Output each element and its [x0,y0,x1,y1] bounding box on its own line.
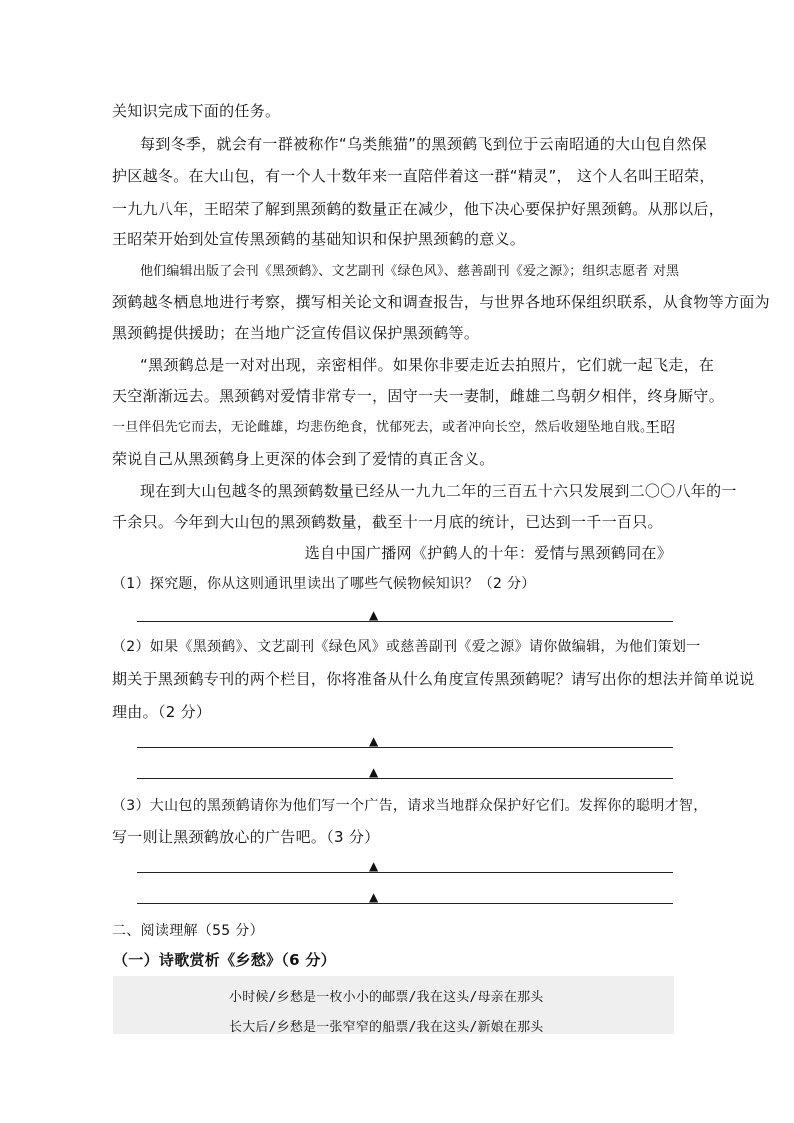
intro-line: 关知识完成下面的任务。 [112,102,281,120]
paragraph-3-line: 一旦伴侣先它而去，无论雌雄，均悲伤绝食，忧郁死去，或者冲向长空，然后收翅坠地自戕。” [112,420,654,435]
answer-marker: ▲ [369,765,379,779]
answer-marker: ▲ [369,859,379,873]
answer-marker: ▲ [369,608,379,622]
question-2-line: （2）如果《黑颈鹤》、文艺副刊《绿色风》或慈善副刊《爱之源》请你做编辑，为他们策划一 [112,639,701,655]
paragraph-2-line: 颈鹤越冬栖息地进行考察，撰写相关论文和调查报告，与世界各地环保组织联系，从食物等方面为 [112,293,770,311]
paragraph-4-line: 现在到大山包越冬的黑颈鹤数量已经从一九九二年的三百五十六只发展到二〇〇八年的一 [140,482,737,500]
answer-line[interactable] [137,778,673,779]
paragraph-1-line: 每到冬季，就会有一群被称作“乌类熊猫”的黑颈鹤飞到位于云南昭通的大山包自然保 [140,135,707,153]
paragraph-3-line: “黑颈鹤总是一对对出现，亲密相伴。如果你非要走近去拍照片，它们就一起飞走，在 [140,356,715,374]
paragraph-4-line: 千余只。今年到大山包的黑颈鹤数量，截至十一月底的统计，已达到一千一百只。 [112,513,663,531]
question-1: （1）探究题，你从这则通讯里读出了哪些气候物候知识？（2 分） [112,576,536,592]
poem-line: 长大后/乡愁是一张窄窄的船票/我在这头/新娘在那头 [229,1020,544,1035]
answer-line[interactable] [137,903,673,904]
answer-marker: ▲ [369,734,379,748]
source-citation: 选自中国广播网《护鹤人的十年：爱情与黑颈鹤同在》 [304,544,672,562]
paragraph-3-name: 王昭 [645,418,676,436]
question-3-line: （3）大山包的黑颈鹤请你为他们写一个广告，请求当地群众保护好它们。发挥你的聪明才智， [112,798,708,814]
answer-line[interactable] [137,621,673,622]
question-2-line: 理由。（2 分） [112,703,212,721]
question-2-line: 期关于黑颈鹤专刊的两个栏目，你将准备从什么角度宣传黑颈鹤呢？请写出你的想法并简单说说 [112,670,755,688]
paragraph-1-line: 护区越冬。在大山包，有一个人十数年来一直陪伴着这一群“精灵”， 这个人名叫王昭荣， [112,167,715,185]
poem-line: 小时候/乡愁是一枚小小的邮票/我在这头/母亲在那头 [229,990,544,1005]
paragraph-3-line: 天空渐渐远去。黑颈鹤对爱情非常专一，固守一夫一妻制，雌雄二鸟朝夕相伴，终身厮守。 [112,387,725,405]
paragraph-3-line: 荣说自己从黑颈鹤身上更深的体会到了爱情的真正含义。 [112,450,495,468]
paragraph-2-line: 黑颈鹤提供援助；在当地广泛宣传倡议保护黑颈鹤等。 [112,324,480,342]
subsection-heading: （一）诗歌赏析《乡愁》（6 分） [113,951,336,969]
section-heading: 二、阅读理解（55 分） [112,923,264,939]
answer-marker: ▲ [369,890,379,904]
answer-line[interactable] [137,747,673,748]
question-3-line: 写一则让黑颈鹤放心的广告吧。（3 分） [112,828,380,846]
answer-line[interactable] [137,872,673,873]
paragraph-2-line: 他们编辑出版了会刊《黑颈鹤》、文艺副刊《绿色风》、慈善副刊《爱之源》；组织志愿者 对黑 [140,264,680,279]
paragraph-1-line: 王昭荣开始到处宣传黑颈鹤的基础知识和保护黑颈鹤的意义。 [112,230,526,248]
paragraph-1-line: 一九九八年，王昭荣了解到黑颈鹤的数量正在减少，他下决心要保护好黑颈鹤。从那以后， [112,200,725,218]
